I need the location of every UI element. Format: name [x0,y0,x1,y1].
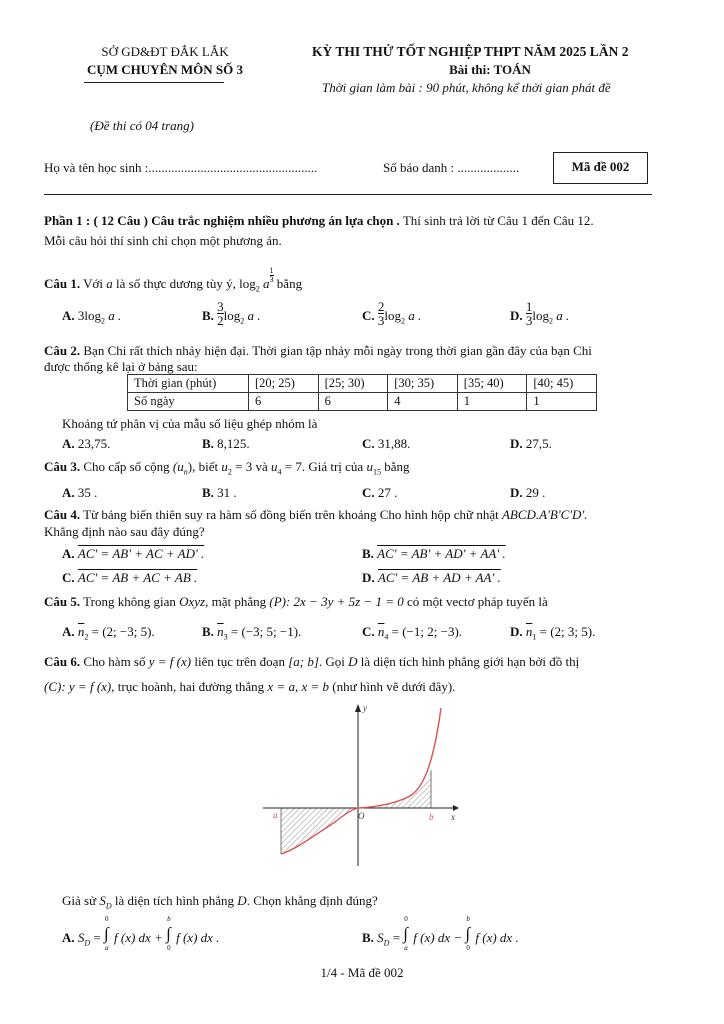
q2-a-label: A. [62,436,75,451]
q3-a-label: A. [62,485,75,500]
question-3 [44,459,409,477]
q1-option-d[interactable] [510,300,569,327]
q6-a-sub: D [84,938,91,948]
q3-text-d: . Giá trị của [301,459,367,474]
question-2 [44,343,592,359]
q4-d-text: AC' = AB + AD + AA' . [377,570,501,585]
q2-table [127,374,597,411]
q1-b-rest [223,308,261,326]
q6-graph [255,700,465,870]
q1-option-a[interactable] [62,308,121,326]
q1-a-var: a . [108,308,122,323]
q5-a-vec: $\overline{n}$ [77,624,85,639]
q2-cell: 4 [388,393,458,411]
q1-c-num: 2 [377,299,385,314]
q6-a-label: A. [62,930,75,945]
q2-c-label: C. [362,436,375,451]
exam-title: KỲ THI THỬ TỐT NGHIỆP THPT NĂM 2025 LẦN 2 [312,44,629,59]
q6-b-int1: 0 ∫ a [403,915,408,952]
q6-b-f1: f (x) dx − [413,930,466,945]
q3-seq: (u [172,459,184,474]
q3-text-c: và [252,459,271,474]
q1-c-text: log [384,308,402,323]
q2-cell: [35; 40) [457,375,527,393]
q1-c-sub: 2 [401,316,406,326]
q3-text-b: , biết [192,459,222,474]
q6-lines: x = a, x = b [267,679,330,694]
q5-d-sub: 1 [532,632,537,642]
header-divider [44,194,652,195]
q4-option-a[interactable] [62,546,204,562]
q1-text-b: là số thực dương tùy ý, [112,276,240,291]
q2-option-c[interactable] [362,436,410,452]
q5-space: Oxyz [179,594,206,609]
graph-y-label: y [363,703,367,713]
q2-d-text: 27,5. [522,436,552,451]
part1-intro [44,213,594,229]
q2-cell: 6 [249,393,319,411]
q1-var: a [106,276,113,291]
q6-option-b[interactable] [362,915,519,952]
q1-d-label: D. [510,308,523,323]
q5-label: Câu 5. [44,594,81,609]
q6-a-lo1: a [105,944,109,952]
student-id-field: Số báo danh : ................... [383,160,520,175]
q5-d-text: = (2; 3; 5). [536,624,596,639]
q3-u15-sub: 15 [372,467,381,477]
q5-d-vec: $\overline{n}$ [525,624,533,639]
q5-a-sub: 2 [84,632,89,642]
q3-c-label: C. [362,485,375,500]
q5-b-label: B. [202,624,214,639]
q3-text-a: Cho cấp số cộng [80,459,173,474]
q6-q-text-a: Giả sử [62,893,100,908]
q1-d-var: a . [556,308,570,323]
q6-q-text-b: là diện tích hình phẳng [111,893,238,908]
q3-u4-sub: 4 [277,467,282,477]
q3-option-d[interactable] [510,485,545,501]
q6-text-f: (như hình vẽ dưới đây). [329,679,456,694]
q2-text1: Bạn Chi rất thích nhảy hiện đại. Thời gian tập nhảy mỗi ngày trong thời gian gần đây của bạn Chi [80,343,592,358]
q1-d-den: 3 [525,313,533,328]
q2-table-row-days [128,393,597,411]
q2-b-text: 8,125. [213,436,250,451]
q5-c-label: C. [362,624,375,639]
q6-s-sub: D [105,901,112,911]
q2-question: Khoảng tứ phân vị của mẫu số liệu ghép nhóm là [62,416,318,431]
q3-u15: u [366,459,373,474]
q3-option-c[interactable] [362,485,397,501]
question-4 [44,507,587,523]
q6-text-c: . Gọi [318,654,349,669]
q5-option-b[interactable] [202,624,301,642]
q6-a-lo2: 0 [167,944,171,952]
q3-text-e: bằng [380,459,410,474]
q5-option-d[interactable] [510,624,595,642]
q4-text2: Khẳng định nào sau đây đúng? [44,524,205,539]
school-cluster: CỤM CHUYÊN MÔN SỐ 3 [87,62,243,77]
pages-note: (Đề thi có 04 trang) [90,118,194,133]
q6-a-int1: 0 ∫ a [104,915,109,952]
q4-option-c[interactable] [62,570,197,586]
q1-label: Câu 1. [44,276,81,291]
q5-text-b: , mặt phẳng [205,594,270,609]
q1-exp-den: 3 [269,275,274,284]
x-axis-arrow [453,805,459,811]
q1-d-sub: 2 [549,316,554,326]
q2-d-label: D. [510,436,523,451]
q1-a-text: 3log [77,308,102,323]
q1-b-text: log [223,308,241,323]
q6-b-eq: = [389,930,404,945]
q6-b-hi2: b [466,915,470,923]
q3-u2-sub: 2 [227,467,232,477]
y-axis-arrow [355,704,361,712]
q4-option-d[interactable] [362,570,501,586]
q3-u2-val: = 3 [231,459,253,474]
q4-b-text: AC' = AB' + AD' + AA' . [377,546,506,561]
q2-cell: 6 [318,393,388,411]
q3-seq-sub: n [183,467,188,477]
q3-u4: u [270,459,278,474]
q2-option-d[interactable] [510,436,552,452]
q3-seq-end: ) [187,459,193,474]
q2-cell: 1 [527,393,597,411]
q5-c-text: = (−1; 2; −3). [388,624,463,639]
q3-option-a[interactable] [62,485,97,501]
q5-a-text: = (2; −3; 5). [88,624,155,639]
graph-o-label: O [358,811,365,821]
q1-d-text: log [532,308,550,323]
q3-option-b[interactable] [202,485,237,501]
q4-d-label: D. [362,570,375,585]
q1-log-base: 2 [255,284,260,294]
q6-line2 [44,679,455,695]
exam-code: Mã đề 002 [571,159,630,174]
student-name-field: Họ và tên học sinh :.................................................... [44,160,318,175]
part1-title: Phần 1 : ( 12 Câu ) Câu trắc nghiệm nhiều phương án lựa chọn . [44,213,400,228]
q6-b-int2: b ∫ 0 [465,915,471,952]
q2-cell: [40; 45) [527,375,597,393]
q1-c-var: a . [408,308,422,323]
q6-curve: (C): y = f (x) [44,679,112,694]
q6-text-a: Cho hàm số [80,654,149,669]
page-footer: 1/4 - Mã đề 002 [320,965,404,980]
q1-c-den: 3 [377,313,385,328]
q4-option-b[interactable] [362,546,506,562]
part1-text2: Mỗi câu hỏi thí sinh chỉ chọn một phương án. [44,233,282,248]
q6-a-f1: f (x) dx + [114,930,167,945]
q3-b-text: 31 . [213,485,237,500]
q6-a-hi1: 0 [105,915,109,923]
question-6 [44,654,579,670]
q1-text-c: bằng [276,276,303,291]
part1-text1: Thí sinh trả lời từ Câu 1 đến Câu 12. [399,213,594,228]
question-1 [44,266,303,294]
q5-c-sub: 4 [384,632,389,642]
q6-b-lo1: a [404,944,408,952]
q1-d-num: 1 [525,299,533,314]
q6-a-eq: = [90,930,105,945]
q3-c-text: 27 . [374,485,398,500]
q1-b-den: 2 [217,313,224,328]
q3-d-text: 29 . [522,485,546,500]
q6-text-d: là diện tích hình phẳng giới hạn bởi đồ thị [357,654,580,669]
q2-label: Câu 2. [44,343,81,358]
q6-b-lo2: 0 [466,944,470,952]
q3-a-text: 35 . [74,485,98,500]
q1-b-label: B. [202,308,214,323]
q1-power-base: a [263,276,270,291]
q6-label: Câu 6. [44,654,81,669]
q2-cell: [25; 30) [318,375,388,393]
q5-c-vec: $\overline{n}$ [377,624,385,639]
q6-a-int2: b ∫ 0 [166,915,171,952]
q6-text-b: liên tục trên đoạn [191,654,289,669]
exam-subject: Bài thi: TOÁN [449,62,531,77]
q6-option-a[interactable] [62,915,220,952]
q1-b-sub: 2 [240,316,245,326]
q2-cell: 1 [457,393,527,411]
q6-a-f2: f (x) dx . [176,930,220,945]
school-dept: SỞ GD&ĐT ĐẮK LẮK [101,44,229,59]
graph-b-label: b [429,812,434,822]
q6-b-f2: f (x) dx . [475,930,519,945]
q2-b-label: B. [202,436,214,451]
q2-a-text: 23,75. [74,436,111,451]
q6-s: S [99,893,106,908]
q2-text2: được thống kê lại ở bảng sau: [44,359,198,374]
q3-d-label: D. [510,485,523,500]
q6-a-s: S [77,930,85,945]
q3-b-label: B. [202,485,214,500]
q4-label: Câu 4. [44,507,81,522]
q5-b-vec: $\overline{n}$ [217,624,224,639]
q5-option-c[interactable] [362,624,462,642]
q1-d-rest [532,308,570,326]
q5-b-text: = (−3; 5; −1). [227,624,302,639]
q3-u4-val: = 7 [281,459,302,474]
q1-log: log [239,276,256,291]
graph-x-label: x [451,812,455,822]
q2-cell: Số ngày [128,393,249,411]
graph-a-label: a [273,810,278,820]
q1-a-sub: 2 [101,316,106,326]
exam-duration: Thời gian làm bài : 90 phút, không kể thời gian phát đề [322,80,611,95]
q1-b-num: 3 [217,299,224,314]
q6-b-hi1: 0 [404,915,408,923]
q2-cell: Thời gian (phút) [128,375,249,393]
q2-cell: [20; 25) [249,375,319,393]
q1-text-a: Với [80,276,107,291]
q1-option-c[interactable] [362,300,421,327]
q6-d: D [348,654,358,669]
q6-b-label: B. [362,930,374,945]
q3-u2: u [221,459,228,474]
q6-func: y = f (x) [148,654,192,669]
q2-cell: [30; 35) [388,375,458,393]
q1-b-var: a . [247,308,261,323]
q1-c-label: C. [362,308,375,323]
q5-plane: (P): 2x − 3y + 5z − 1 = 0 [269,594,404,609]
q1-option-b[interactable] [202,300,261,327]
q6-area-left [281,808,358,854]
q4-c-label: C. [62,570,75,585]
q3-label: Câu 3. [44,459,81,474]
q2-c-text: 31,88. [374,436,411,451]
q5-option-a[interactable] [62,624,155,642]
q2-table-row-time [128,375,597,393]
q6-interval: [a; b] [288,654,319,669]
q1-c-rest [384,308,422,326]
q6-q-text-c: . Chọn khẳng định đúng? [246,893,378,908]
q4-box: ABCD.A'B'C'D'. [501,507,588,522]
q6-question [62,893,378,911]
q4-c-text: AC' = AB + AC + AB . [77,570,198,585]
q1-a-label: A. [62,308,75,323]
q6-d2: D [237,893,247,908]
q1-exp-num: 1 [269,266,274,275]
q5-text-a: Trong không gian [80,594,180,609]
q5-d-label: D. [510,624,523,639]
q2-option-a[interactable] [62,436,110,452]
question-5 [44,594,548,610]
q4-a-text: AC' = AB' + AC + AD' . [77,546,205,561]
q6-a-hi2: b [167,915,171,923]
q4-b-label: B. [362,546,374,561]
q6-b-sub: D [383,938,390,948]
q4-text1: Từ bảng biến thiên suy ra hàm số đồng biến trên khoảng Cho hình hộp chữ nhật [80,507,502,522]
q5-b-sub: 3 [223,632,228,642]
q1-exponent [270,267,274,284]
q5-a-label: A. [62,624,75,639]
q6-text-e: , trục hoành, hai đường thẳng [111,679,268,694]
q2-option-b[interactable] [202,436,250,452]
q5-text-c: có một vectơ pháp tuyến là [403,594,548,609]
q6-b-s: S [377,930,384,945]
q4-a-label: A. [62,546,75,561]
header-underline [84,82,224,83]
